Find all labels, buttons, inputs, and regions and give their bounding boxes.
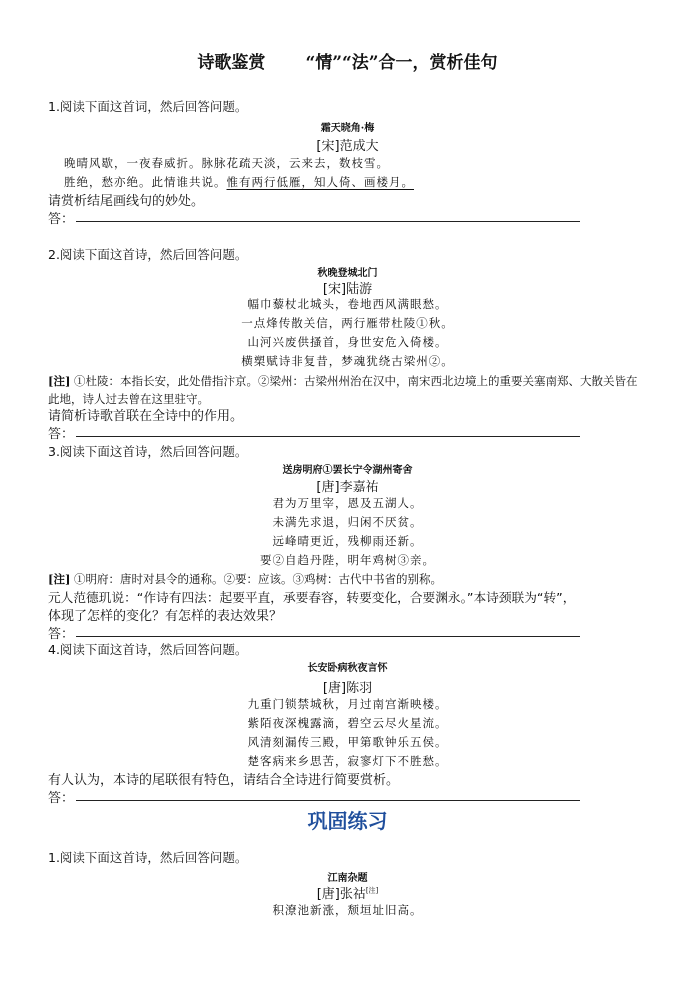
- q4-author: [唐]陈羽: [322, 681, 373, 696]
- q1-question: 请赏析结尾画线句的妙处。: [48, 194, 205, 209]
- q3-note-label: [注]: [48, 572, 71, 586]
- q1-answer-line[interactable]: [76, 221, 580, 222]
- q3-line-3: 远峰晴更近，残柳雨还新。: [272, 534, 423, 548]
- page-title: [0, 48, 695, 73]
- q3-line-2: 未满先求退，归闲不厌贫。: [272, 515, 423, 529]
- q1-answer-label: 答：: [48, 212, 75, 227]
- q3-line-1: 君为万里宰，恩及五湖人。: [272, 496, 423, 510]
- q3-note: [48, 571, 442, 587]
- q2-prompt: 2.阅读下面这首诗，然后回答问题。: [48, 247, 248, 262]
- q2-line-3: 山河兴废供搔首，身世安危入倚楼。: [247, 335, 448, 349]
- q2-poem-title: 秋晚登城北门: [317, 268, 378, 279]
- q1-poem-title: 霜天晓角·梅: [320, 123, 375, 134]
- practice-q1-line-1: 积潦池新涨，颓垣址旧高。: [272, 903, 423, 917]
- q3-note-text: ①明府：唐时对县令的通称。②要：应该。③鸡树：古代中书省的别称。: [74, 572, 443, 586]
- q3-question-line-1: 元人范德玑说：“作诗有四法：起要平直，承要春容，转要变化，合要渊永。”本诗颈联为“转”，: [48, 590, 576, 605]
- q3-author: [唐]李嘉祐: [316, 480, 379, 495]
- q2-line-4: 横槊赋诗非复昔，梦魂犹绕古梁州②。: [241, 354, 454, 368]
- q1-line-2: [64, 174, 414, 190]
- q1-underlined-line: 惟有两行低雁，知人倚、画楼月。: [226, 175, 414, 189]
- title-left: 诗歌鉴赏: [197, 53, 266, 73]
- q3-answer-line[interactable]: [76, 636, 580, 637]
- q4-answer-line[interactable]: [76, 800, 580, 801]
- section-title: 巩固练习: [307, 809, 388, 833]
- q2-note-text: ①杜陵：本指长安，此处借指汴京。②梁州：古梁州州治在汉中，南宋西北边境上的重要关塞南郑、大散关皆在此地，诗人过去曾在这里驻守。: [48, 374, 638, 406]
- q2-author: [宋]陆游: [322, 282, 373, 297]
- q3-prompt: 3.阅读下面这首诗，然后回答问题。: [48, 444, 248, 459]
- q4-line-2: 紫陌夜深槐露滴，碧空云尽火星流。: [247, 716, 448, 730]
- q3-question-line-2: 体现了怎样的变化？有怎样的表达效果？: [48, 609, 283, 624]
- q2-line-1: 幅巾藜杖北城头，卷地西风满眼愁。: [247, 297, 448, 311]
- q3-poem-title: 送房明府①罢长宁令湖州寄舍: [282, 465, 413, 476]
- practice-q1-poem-title: 江南杂题: [327, 873, 368, 884]
- q4-prompt: 4.阅读下面这首诗，然后回答问题。: [48, 642, 248, 657]
- practice-q1-author-note: [注]: [365, 886, 379, 895]
- q4-line-1: 九重门锁禁城秋，月过南宫渐映楼。: [247, 697, 448, 711]
- practice-q1-author: [0, 883, 695, 902]
- q1-line-2a: 胜绝，愁亦绝。此情谁共说。: [64, 175, 227, 189]
- q2-note: [48, 372, 648, 408]
- q2-answer-line[interactable]: [76, 436, 580, 437]
- q4-answer-label: 答：: [48, 791, 75, 806]
- title-right: “情”“法”合一，赏析佳句: [305, 53, 498, 73]
- q2-note-label: [注]: [48, 374, 71, 388]
- q4-question: 有人认为，本诗的尾联很有特色，请结合全诗进行简要赏析。: [48, 773, 400, 788]
- practice-q1-author-name: [唐]张祜: [316, 887, 366, 902]
- q2-question: 请简析诗歌首联在全诗中的作用。: [48, 409, 244, 424]
- q4-line-4: 楚客病来乡思苦，寂寥灯下不胜愁。: [247, 754, 448, 768]
- q4-poem-title: 长安卧病秋夜言怀: [307, 663, 388, 674]
- q1-author: [宋]范成大: [316, 139, 379, 154]
- q2-answer-label: 答：: [48, 427, 75, 442]
- q1-line-1: 晚晴风歇，一夜春威折。脉脉花疏天淡，云来去，数枝雪。: [64, 156, 389, 170]
- q2-line-2: 一点烽传散关信，两行雁带杜陵①秋。: [241, 316, 454, 330]
- q1-prompt: 1.阅读下面这首词，然后回答问题。: [48, 99, 248, 114]
- practice-q1-prompt: 1.阅读下面这首诗，然后回答问题。: [48, 850, 248, 865]
- q4-line-3: 风清刻漏传三殿，甲第歌钟乐五侯。: [247, 735, 448, 749]
- q3-answer-label: 答：: [48, 627, 75, 642]
- q3-line-4: 要②自趋丹陛，明年鸡树③亲。: [260, 553, 435, 567]
